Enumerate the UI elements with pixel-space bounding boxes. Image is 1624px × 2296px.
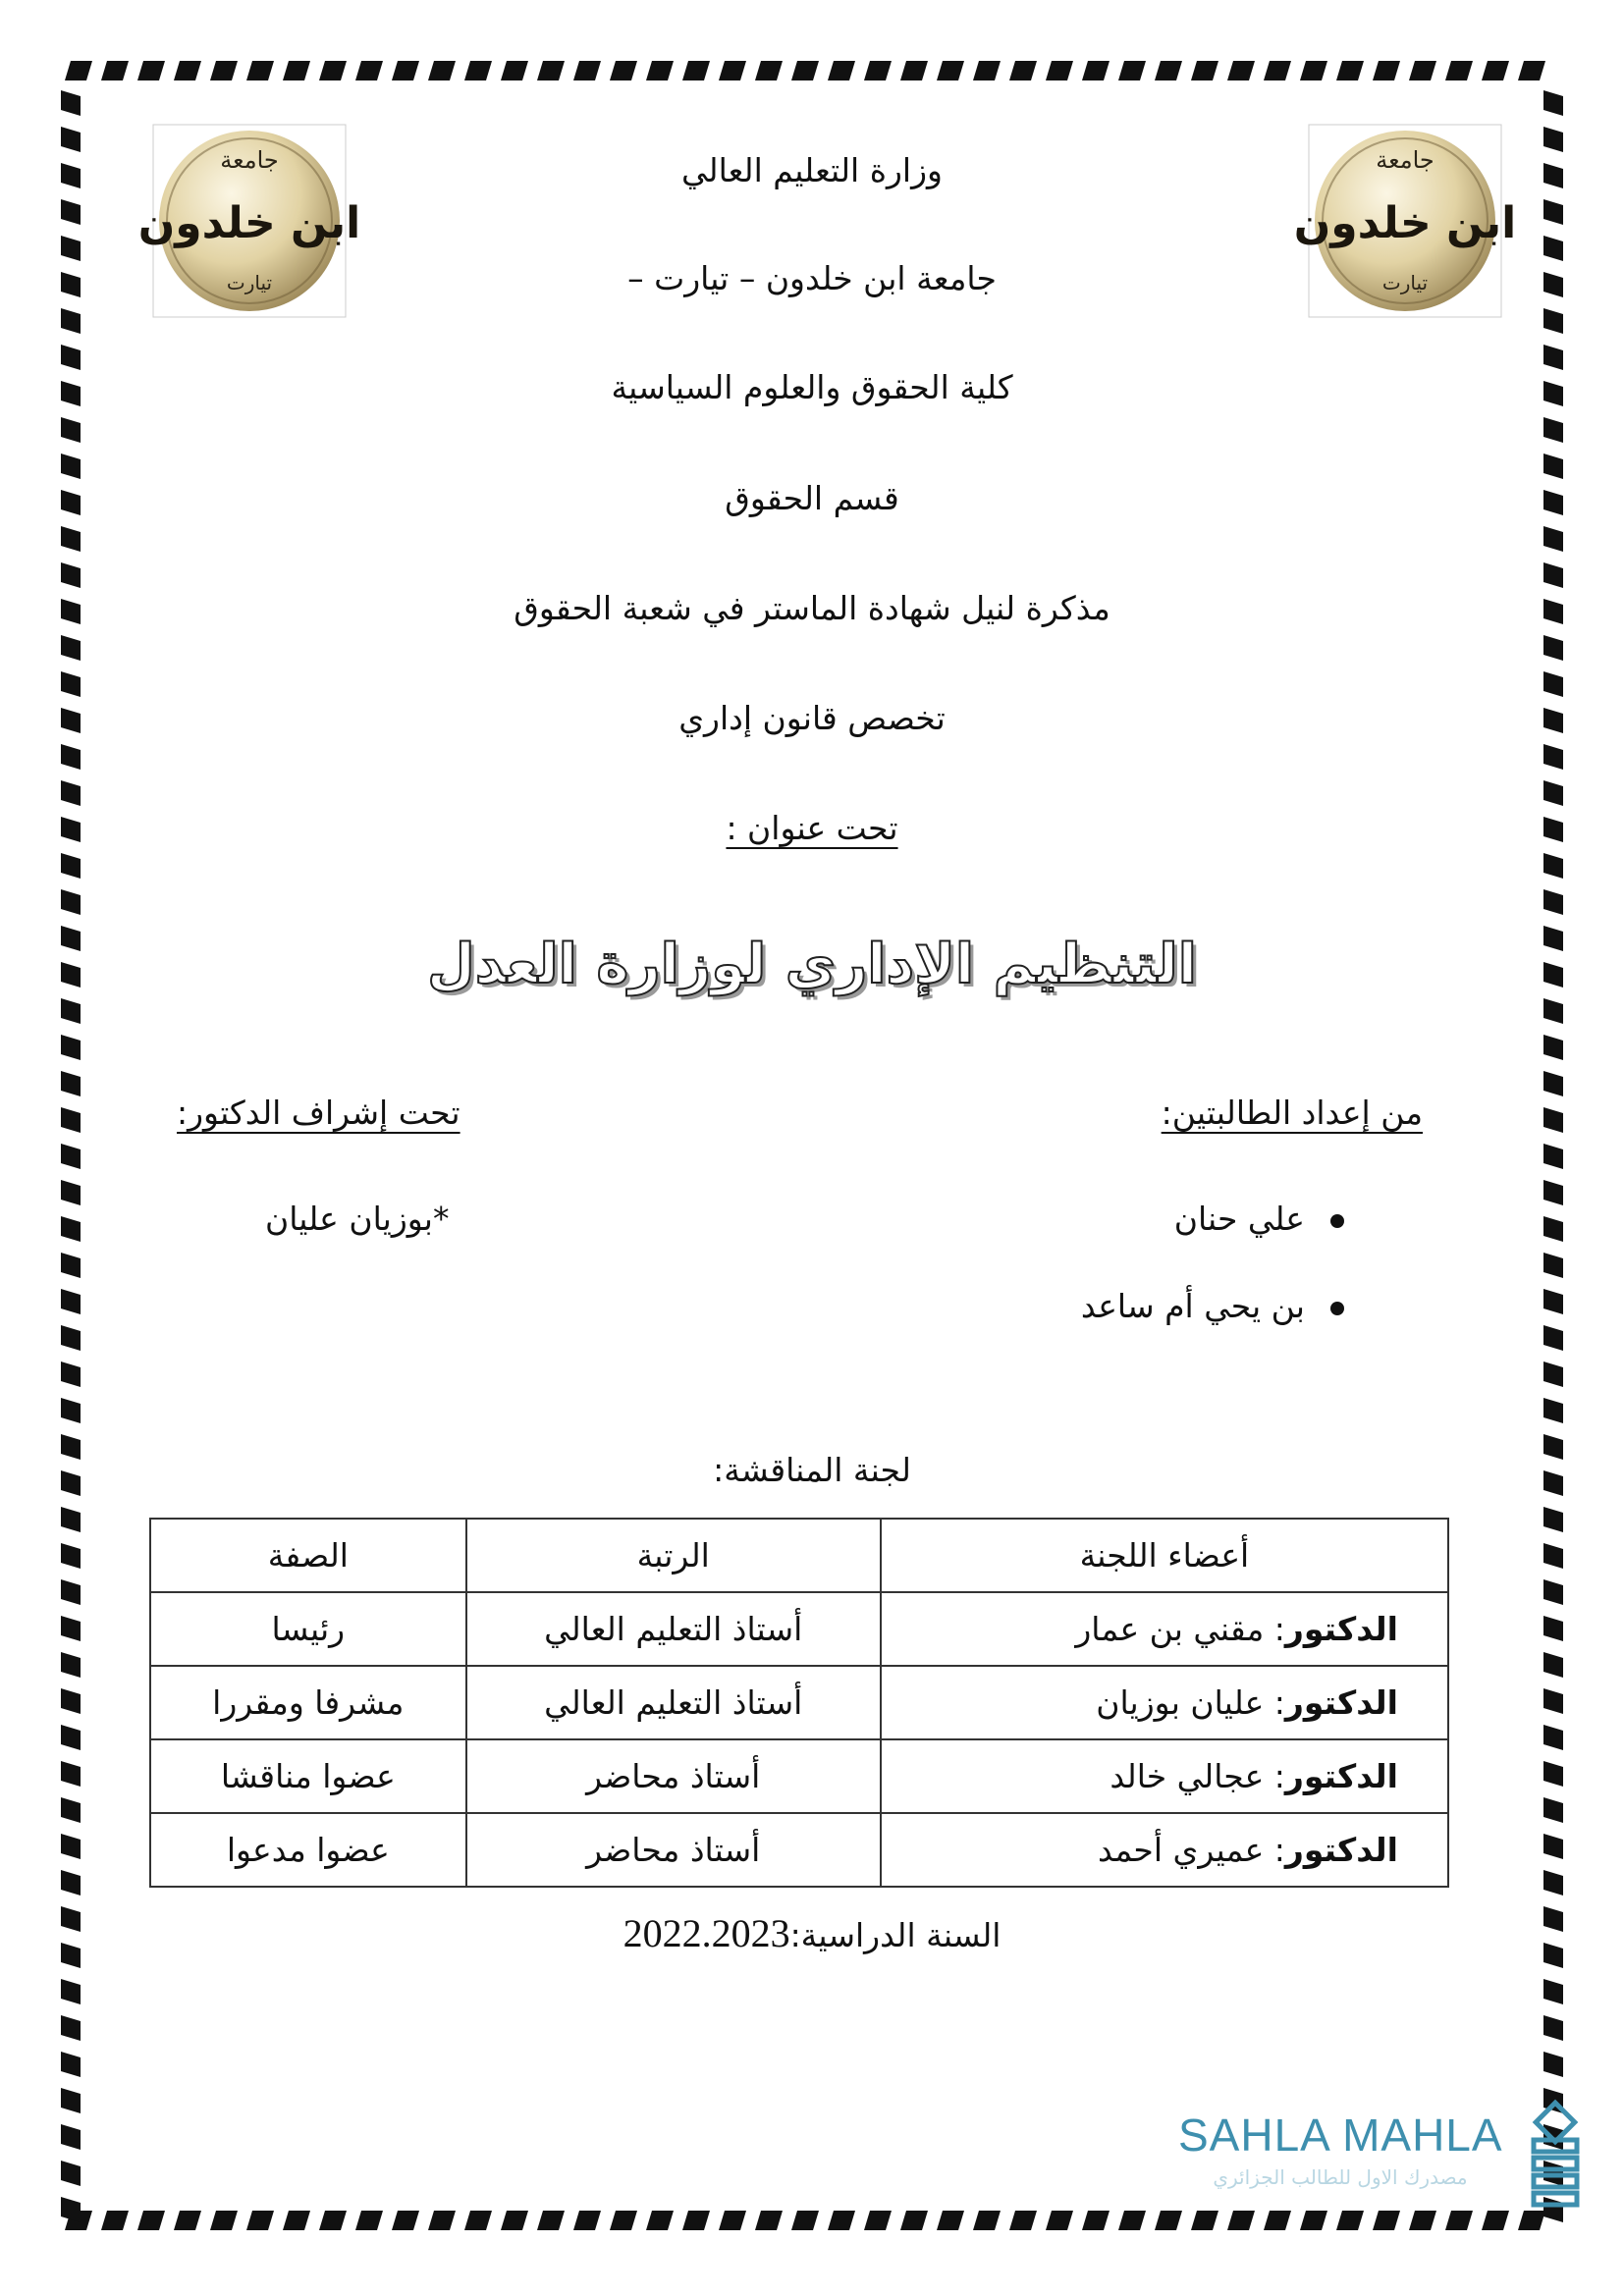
- border-block: [537, 61, 565, 80]
- committee-label: لجنة المناقشة:: [713, 1451, 911, 1489]
- title-label-text: تحت عنوان :: [726, 809, 898, 847]
- border-block: [646, 61, 674, 80]
- border-block: [937, 61, 964, 80]
- border-block: [61, 308, 81, 334]
- svg-text:تيارت: تيارت: [226, 271, 273, 294]
- border-block: [1543, 454, 1563, 479]
- border-block: [246, 61, 274, 80]
- border-block: [646, 2211, 674, 2230]
- border-block: [61, 1543, 81, 1569]
- member-cell: [881, 1666, 1448, 1739]
- border-block: [1300, 2211, 1327, 2230]
- member-title: الدكتور: [1284, 1683, 1398, 1722]
- border-block: [1543, 90, 1563, 116]
- border-block: [61, 454, 81, 479]
- faculty-name: كلية الحقوق والعلوم السياسية: [611, 368, 1013, 406]
- border-block: [1543, 635, 1563, 661]
- member-name: : عجالي خالد: [1110, 1757, 1285, 1795]
- border-block: [1543, 2052, 1563, 2077]
- supervisor-label-text: تحت إشراف الدكتور:: [177, 1094, 460, 1132]
- university-name: جامعة ابن خلدون – تيارت –: [627, 259, 997, 297]
- border-block: [65, 61, 92, 80]
- border-block: [61, 1761, 81, 1787]
- border-block: [61, 199, 81, 225]
- border-block: [973, 61, 1001, 80]
- border-block: [1543, 1107, 1563, 1133]
- border-block: [1543, 853, 1563, 879]
- border-block: [1543, 1253, 1563, 1278]
- border-block: [1227, 2211, 1255, 2230]
- border-block: [1543, 199, 1563, 225]
- border-block: [61, 1797, 81, 1823]
- border-block: [428, 2211, 456, 2230]
- border-block: [1482, 2211, 1509, 2230]
- border-block: [1118, 61, 1146, 80]
- border-block: [719, 61, 746, 80]
- border-block: [61, 417, 81, 443]
- border-block: [1264, 2211, 1291, 2230]
- border-block: [573, 2211, 601, 2230]
- border-block: [61, 1579, 81, 1605]
- role-cell: رئيسا: [150, 1592, 466, 1666]
- border-block: [1009, 2211, 1037, 2230]
- table-row: [150, 1666, 1448, 1739]
- border-block: [1543, 562, 1563, 588]
- border-block: [682, 2211, 710, 2230]
- title-label: [0, 807, 1624, 850]
- border-block: [1409, 2211, 1436, 2230]
- border-block: [61, 1979, 81, 2004]
- border-block: [137, 61, 165, 80]
- border-block: [61, 1071, 81, 1096]
- table-row: [150, 1592, 1448, 1666]
- border-block: [828, 2211, 855, 2230]
- border-block: [355, 61, 383, 80]
- border-block: [1543, 1979, 1563, 2004]
- supervisor-label: [177, 1092, 460, 1135]
- border-block: [61, 1253, 81, 1278]
- border-block: [61, 526, 81, 552]
- border-block: [610, 2211, 637, 2230]
- border-block: [1264, 61, 1291, 80]
- column-header: الصفة: [150, 1519, 466, 1592]
- border-block: [174, 61, 201, 80]
- member-cell: [881, 1813, 1448, 1887]
- border-block: [1543, 1216, 1563, 1242]
- border-block: [1046, 61, 1073, 80]
- department-name: قسم الحقوق: [725, 479, 899, 517]
- border-block: [61, 1398, 81, 1423]
- border-block: [1373, 2211, 1400, 2230]
- academic-year-value: 2022.2023: [623, 1911, 790, 1955]
- member-title: الدكتور: [1284, 1757, 1398, 1795]
- member-name: : مقني بن عمار: [1075, 1610, 1285, 1648]
- border-block: [1543, 998, 1563, 1024]
- border-block: [61, 853, 81, 879]
- border-block: [1518, 61, 1545, 80]
- border-block: [464, 61, 492, 80]
- list-item: [1081, 1285, 1344, 1328]
- border-block: [1336, 61, 1364, 80]
- border-block: [1155, 2211, 1182, 2230]
- watermark-brand: SAHLA MAHLA: [1178, 2109, 1503, 2161]
- border-block: [101, 2211, 129, 2230]
- thesis-type: مذكرة لنيل شهادة الماستر في شعبة الحقوق: [514, 589, 1110, 627]
- bullet-icon: [1330, 1302, 1344, 1315]
- border-block: [610, 61, 637, 80]
- border-block: [1543, 1325, 1563, 1351]
- border-block: [537, 2211, 565, 2230]
- role-cell: عضوا مدعوا: [150, 1813, 466, 1887]
- border-block: [137, 2211, 165, 2230]
- rank-cell: أستاذ التعليم العالي: [466, 1592, 881, 1666]
- border-block: [61, 889, 81, 915]
- rank-cell: أستاذ التعليم العالي: [466, 1666, 881, 1739]
- border-block: [61, 2015, 81, 2041]
- list-item: [1081, 1198, 1344, 1241]
- svg-text:ابن خلدون: ابن خلدون: [1293, 198, 1517, 248]
- specialization: تخصص قانون إداري: [678, 699, 946, 737]
- border-block: [61, 1035, 81, 1060]
- border-block: [682, 61, 710, 80]
- academic-year-label: السنة الدراسية:: [789, 1916, 1001, 1954]
- border-block: [1543, 1507, 1563, 1532]
- border-block: [1155, 61, 1182, 80]
- border-block: [1191, 2211, 1218, 2230]
- table-row: [150, 1739, 1448, 1813]
- border-block: [61, 998, 81, 1024]
- border-block: [61, 562, 81, 588]
- border-block: [1543, 1761, 1563, 1787]
- ministry-name: وزارة التعليم العالي: [681, 151, 943, 189]
- border-block: [61, 1688, 81, 1714]
- student-list: [1081, 1198, 1344, 1372]
- watermark: [1178, 2109, 1591, 2207]
- member-cell: [881, 1739, 1448, 1813]
- border-block: [61, 1616, 81, 1641]
- border-block: [1543, 1144, 1563, 1169]
- students-label-text: من إعداد الطالبتين:: [1161, 1094, 1423, 1132]
- border-block: [1543, 1616, 1563, 1641]
- border-block: [61, 1107, 81, 1133]
- border-block: [101, 61, 129, 80]
- border-block: [1543, 2015, 1563, 2041]
- svg-text:تيارت: تيارت: [1381, 271, 1429, 294]
- svg-text:جامعة: جامعة: [220, 146, 279, 174]
- border-block: [900, 61, 928, 80]
- students-label: [1162, 1092, 1423, 1135]
- border-block: [791, 61, 819, 80]
- border-block: [1543, 744, 1563, 770]
- border-block: [1543, 1870, 1563, 1896]
- border-block: [1543, 308, 1563, 334]
- border-block: [61, 1834, 81, 1859]
- border-block: [61, 1144, 81, 1169]
- border-block: [464, 2211, 492, 2230]
- member-cell: [881, 1592, 1448, 1666]
- border-block: [392, 61, 419, 80]
- border-block: [1082, 61, 1110, 80]
- border-block: [1009, 61, 1037, 80]
- border-block: [755, 61, 783, 80]
- border-block: [1543, 1398, 1563, 1423]
- border-block: [1482, 61, 1509, 80]
- border-block: [973, 2211, 1001, 2230]
- rank-cell: أستاذ محاضر: [466, 1739, 881, 1813]
- border-block: [1543, 1543, 1563, 1569]
- border-block: [61, 1289, 81, 1314]
- border-block: [428, 61, 456, 80]
- rank-cell: أستاذ محاضر: [466, 1813, 881, 1887]
- border-block: [1046, 2211, 1073, 2230]
- border-block: [501, 61, 528, 80]
- border-block: [1543, 1652, 1563, 1678]
- bullet-icon: [1330, 1214, 1344, 1228]
- border-block: [1336, 2211, 1364, 2230]
- border-block: [1543, 671, 1563, 697]
- border-block: [61, 671, 81, 697]
- border-block: [1543, 1797, 1563, 1823]
- border-block: [355, 2211, 383, 2230]
- svg-text:ابن خلدون: ابن خلدون: [137, 198, 361, 248]
- role-cell: مشرفا ومقررا: [150, 1666, 466, 1739]
- role-cell: عضوا مناقشا: [150, 1739, 466, 1813]
- border-block: [1409, 61, 1436, 80]
- border-block: [61, 90, 81, 116]
- watermark-tagline: مصدرك الاول للطالب الجزائري: [1213, 2165, 1468, 2189]
- supervisor-name: *بوزيان عليان: [265, 1200, 450, 1238]
- column-header: أعضاء اللجنة: [881, 1519, 1448, 1592]
- border-block: [61, 1870, 81, 1896]
- border-block: [864, 61, 892, 80]
- border-block: [1543, 1725, 1563, 1750]
- border-block: [61, 2124, 81, 2150]
- table-header-row: [150, 1519, 1448, 1592]
- border-block: [210, 2211, 238, 2230]
- border-block: [828, 61, 855, 80]
- border-block: [1227, 61, 1255, 80]
- border-block: [61, 1507, 81, 1532]
- border-block: [937, 2211, 964, 2230]
- border-block: [283, 2211, 310, 2230]
- border-block: [719, 2211, 746, 2230]
- border-block: [1445, 61, 1473, 80]
- border-block: [755, 2211, 783, 2230]
- committee-table: [149, 1518, 1449, 1888]
- border-block: [61, 1325, 81, 1351]
- border-block: [392, 2211, 419, 2230]
- svg-text:جامعة: جامعة: [1376, 146, 1435, 174]
- border-block: [61, 1362, 81, 1387]
- academic-year: [0, 1909, 1624, 1960]
- border-block: [61, 1725, 81, 1750]
- thesis-title: التنظيم الإداري لوزارة العدل: [427, 933, 1197, 996]
- border-block: [864, 2211, 892, 2230]
- student-name: علي حنان: [1173, 1200, 1305, 1238]
- border-block: [319, 61, 347, 80]
- border-block: [1543, 1688, 1563, 1714]
- border-block: [319, 2211, 347, 2230]
- border-block: [1118, 2211, 1146, 2230]
- border-block: [61, 1180, 81, 1205]
- member-title: الدكتور: [1284, 1831, 1398, 1869]
- border-block: [61, 2161, 81, 2186]
- border-block: [174, 2211, 201, 2230]
- border-block: [1543, 1579, 1563, 1605]
- border-block: [1543, 1180, 1563, 1205]
- border-block: [61, 2052, 81, 2077]
- member-title: الدكتور: [1284, 1610, 1398, 1648]
- border-block: [1082, 2211, 1110, 2230]
- border-block: [900, 2211, 928, 2230]
- border-block: [1543, 1071, 1563, 1096]
- border-block: [1543, 1035, 1563, 1060]
- border-block: [1543, 889, 1563, 915]
- border-block: [791, 2211, 819, 2230]
- border-block: [1300, 61, 1327, 80]
- border-block: [1543, 780, 1563, 806]
- member-name: : عميري أحمد: [1098, 1831, 1285, 1869]
- member-name: : عليان بوزيان: [1096, 1683, 1285, 1722]
- border-block: [1191, 61, 1218, 80]
- border-block: [1373, 61, 1400, 80]
- border-block: [61, 2197, 81, 2222]
- border-block: [61, 780, 81, 806]
- border-block: [1445, 2211, 1473, 2230]
- border-block: [283, 61, 310, 80]
- border-block: [1543, 526, 1563, 552]
- border-block: [246, 2211, 274, 2230]
- table-row: [150, 1813, 1448, 1887]
- watermark-emblem-icon: [1524, 2101, 1593, 2218]
- student-name: بن يحي أم ساعد: [1080, 1287, 1305, 1325]
- column-header: الرتبة: [466, 1519, 881, 1592]
- border-block: [501, 2211, 528, 2230]
- border-block: [1543, 1289, 1563, 1314]
- border-block: [573, 61, 601, 80]
- border-block: [61, 635, 81, 661]
- border-block: [210, 61, 238, 80]
- border-block: [1543, 1362, 1563, 1387]
- border-block: [61, 1216, 81, 1242]
- border-block: [1543, 1834, 1563, 1859]
- border-block: [61, 744, 81, 770]
- border-block: [61, 1652, 81, 1678]
- border-block: [1543, 417, 1563, 443]
- border-block: [61, 2088, 81, 2113]
